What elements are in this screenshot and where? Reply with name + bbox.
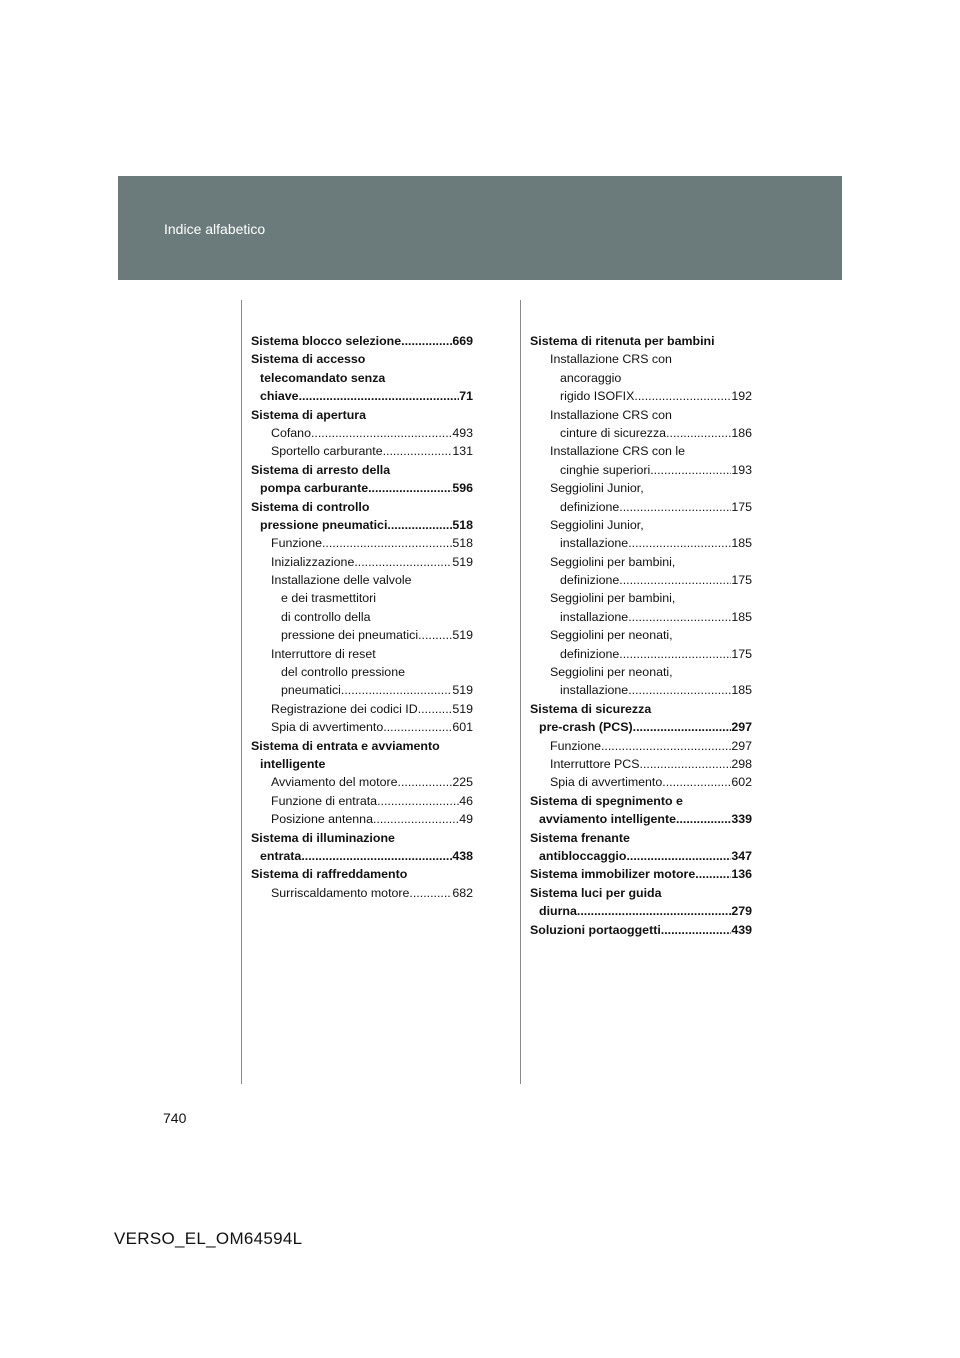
index-entry-text: Cofano [271, 425, 311, 440]
dot-leader [383, 442, 453, 460]
index-entry-text: Sistema di controllo [251, 499, 370, 514]
index-entry-text: di controllo della [281, 609, 371, 624]
index-entry-text: installazione [560, 683, 629, 698]
dot-leader [311, 424, 452, 442]
index-entry-page: 439 [731, 922, 752, 937]
dot-leader [301, 847, 452, 865]
index-entry-text: Seggiolini Junior, [550, 517, 644, 532]
index-entry-text: cinture di sicurezza [560, 425, 667, 440]
index-entry-page: 175 [731, 499, 752, 514]
index-entry-page: 185 [731, 683, 752, 698]
index-entry-text: definizione [560, 573, 620, 588]
dot-leader [634, 387, 731, 405]
index-entry-text: Sistema di raffreddamento [251, 867, 408, 882]
dot-leader [373, 810, 459, 828]
dot-leader [633, 718, 732, 736]
index-entry-text: Sistema di illuminazione [251, 830, 395, 845]
index-entry [251, 553, 473, 571]
index-entry-text: Posizione antenna [271, 812, 373, 827]
index-entry-page: 175 [731, 573, 752, 588]
index-entry-text: Spia di avvertimento [271, 720, 384, 735]
index-entry-page: 131 [452, 444, 473, 459]
index-entry-page: 192 [731, 389, 752, 404]
index-entry-text: pressione pneumatici [260, 517, 388, 532]
index-entry-text: del controllo pressione [281, 665, 405, 680]
index-column-right [530, 332, 752, 939]
index-entry-page: 519 [452, 683, 473, 698]
index-entry-text: Installazione CRS con [550, 352, 672, 367]
dot-leader [650, 461, 731, 479]
index-entry-heading [530, 332, 752, 350]
index-entry-heading [251, 755, 473, 773]
index-entry [251, 534, 473, 552]
index-entry-heading [251, 461, 473, 479]
index-entry-page: 298 [731, 756, 752, 771]
dot-leader [662, 773, 731, 791]
index-entry-text: Avviamento del motore [271, 775, 398, 790]
index-entry-text: Sistema di apertura [251, 407, 367, 422]
index-entry-heading [251, 645, 473, 663]
index-entry-page: 518 [452, 536, 473, 551]
index-entry-page: 136 [731, 867, 752, 882]
dot-leader [398, 773, 453, 791]
index-entry-text: Sistema luci per guida [530, 885, 662, 900]
index-entry-heading [530, 369, 752, 387]
index-entry-text: Seggiolini per neonati, [550, 628, 673, 643]
index-entry-text: Funzione [550, 738, 601, 753]
section-header [118, 176, 842, 280]
index-entry [251, 387, 473, 405]
index-entry [251, 424, 473, 442]
index-entry [251, 773, 473, 791]
index-entry [251, 810, 473, 828]
index-entry-text: cinghie superiori [560, 462, 651, 477]
index-entry-text: Sistema immobilizer motore [530, 867, 696, 882]
index-entry [530, 718, 752, 736]
index-entry-page: 49 [459, 812, 473, 827]
index-entry [530, 773, 752, 791]
index-entry [530, 645, 752, 663]
index-entry-page: 186 [731, 425, 752, 440]
index-entry-text: diurna [539, 904, 577, 919]
index-entry-page: 519 [452, 554, 473, 569]
index-entry-page: 596 [452, 481, 473, 496]
index-entry-page: 347 [731, 848, 752, 863]
index-entry [530, 865, 752, 883]
index-entry-page: 518 [452, 517, 473, 532]
index-entry-page: 519 [452, 701, 473, 716]
index-column-left [251, 332, 473, 902]
dot-leader [619, 645, 731, 663]
index-entry-text: Sportello carburante [271, 444, 383, 459]
index-entry-heading [530, 700, 752, 718]
index-entry-heading [251, 865, 473, 883]
dot-leader [368, 479, 452, 497]
index-entry [530, 902, 752, 920]
index-entry [530, 921, 752, 939]
index-entry-text: Seggiolini per bambini, [550, 591, 676, 606]
index-entry-text: Surriscaldamento motore [271, 885, 410, 900]
index-entry-page: 297 [731, 720, 752, 735]
index-entry-text: Spia di avvertimento [550, 775, 663, 790]
index-entry-text: Soluzioni portaoggetti [530, 922, 661, 937]
dot-leader [628, 534, 731, 552]
index-entry-page: 601 [452, 720, 473, 735]
dot-leader [661, 921, 732, 939]
index-entry-text: entrata [260, 848, 302, 863]
index-entry [530, 847, 752, 865]
index-entry-text: Sistema frenante [530, 830, 630, 845]
dot-leader [640, 755, 732, 773]
index-entry [530, 424, 752, 442]
index-entry-text: avviamento intelligente [539, 812, 677, 827]
index-entry-heading [251, 737, 473, 755]
index-entry [251, 718, 473, 736]
index-entry-heading [530, 516, 752, 534]
index-entry-text: Installazione CRS con le [550, 444, 685, 459]
index-entry [251, 332, 473, 350]
index-entry-page: 297 [731, 738, 752, 753]
index-entry-text: Seggiolini per neonati, [550, 665, 673, 680]
index-entry [251, 479, 473, 497]
dot-leader [341, 681, 452, 699]
index-entry-page: 682 [452, 885, 473, 900]
index-entry-page: 602 [731, 775, 752, 790]
dot-leader [577, 902, 731, 920]
dot-leader [322, 534, 452, 552]
index-entry-text: Inizializzazione [271, 554, 355, 569]
index-entry-text: Sistema di spegnimento e [530, 793, 683, 808]
dot-leader [418, 700, 453, 718]
index-entry [251, 626, 473, 644]
column-divider-right [520, 300, 521, 1084]
index-entry [251, 884, 473, 902]
index-entry-heading [251, 498, 473, 516]
index-entry [251, 442, 473, 460]
index-entry [530, 737, 752, 755]
dot-leader [383, 718, 452, 736]
dot-leader [354, 553, 452, 571]
index-entry [530, 498, 752, 516]
index-entry [251, 516, 473, 534]
dot-leader [387, 516, 452, 534]
index-entry-page: 71 [459, 389, 473, 404]
index-entry [530, 571, 752, 589]
index-entry-text: Installazione delle valvole [271, 573, 412, 588]
page-number: 740 [163, 1110, 187, 1126]
dot-leader [628, 608, 731, 626]
index-entry-heading [530, 829, 752, 847]
index-entry-heading [251, 369, 473, 387]
index-entry-text: e dei trasmettitori [281, 591, 377, 606]
column-divider-left [241, 300, 242, 1084]
index-entry-heading [251, 350, 473, 368]
index-entry-text: Funzione [271, 536, 322, 551]
index-entry-heading [530, 442, 752, 460]
index-entry-text: Sistema di entrata e avviamento [251, 738, 440, 753]
index-entry-text: Installazione CRS con [550, 407, 672, 422]
dot-leader [676, 810, 731, 828]
index-entry-text: Interruttore PCS [550, 756, 640, 771]
index-entry-heading [251, 571, 473, 589]
dot-leader [619, 571, 731, 589]
index-entry-heading [530, 553, 752, 571]
index-entry-page: 493 [452, 425, 473, 440]
index-entry [530, 387, 752, 405]
index-entry-page: 519 [452, 628, 473, 643]
dot-leader [401, 332, 452, 350]
dot-leader [601, 737, 731, 755]
index-entry-text: installazione [560, 536, 629, 551]
index-entry [530, 755, 752, 773]
index-entry-page: 185 [731, 536, 752, 551]
dot-leader [619, 498, 731, 516]
index-entry-text: Registrazione dei codici ID [271, 701, 418, 716]
dot-leader [666, 424, 731, 442]
index-entry-page: 279 [731, 904, 752, 919]
index-entry-text: definizione [560, 646, 620, 661]
index-entry-text: intelligente [260, 756, 326, 771]
index-entry-text: Sistema di accesso [251, 352, 366, 367]
dot-leader [418, 626, 452, 644]
index-entry-heading [251, 608, 473, 626]
index-entry-text: pressione dei pneumatici [281, 628, 419, 643]
index-entry [251, 847, 473, 865]
index-entry-heading [530, 792, 752, 810]
dot-leader [626, 847, 731, 865]
index-entry [530, 534, 752, 552]
index-entry-heading [530, 626, 752, 644]
index-entry [530, 810, 752, 828]
dot-leader [299, 387, 460, 405]
index-entry [251, 792, 473, 810]
index-entry-page: 46 [459, 793, 473, 808]
index-entry-text: Seggiolini Junior, [550, 481, 644, 496]
index-entry-heading [251, 589, 473, 607]
index-entry-page: 669 [452, 334, 473, 348]
index-entry-heading [251, 406, 473, 424]
index-entry-heading [530, 406, 752, 424]
index-entry-heading [530, 479, 752, 497]
dot-leader [628, 681, 731, 699]
index-entry-heading [530, 884, 752, 902]
index-entry [251, 700, 473, 718]
document-code: VERSO_EL_OM64594L [114, 1229, 303, 1248]
index-entry-text: ancoraggio [560, 370, 622, 385]
index-entry-heading [530, 663, 752, 681]
index-entry-text: chiave [260, 389, 299, 404]
index-entry-text: Sistema blocco selezione [251, 334, 402, 348]
index-entry [530, 681, 752, 699]
index-entry-text: Funzione di entrata [271, 793, 378, 808]
index-entry-heading [251, 829, 473, 847]
index-entry [530, 608, 752, 626]
index-entry-text: Sistema di ritenuta per bambini [530, 334, 715, 348]
index-entry-page: 438 [452, 848, 473, 863]
index-entry [251, 681, 473, 699]
index-entry-page: 185 [731, 609, 752, 624]
index-entry-page: 193 [731, 462, 752, 477]
index-entry-text: pompa carburante [260, 481, 369, 496]
index-entry-text: installazione [560, 609, 629, 624]
index-entry-text: pneumatici [281, 683, 341, 698]
index-entry-text: Seggiolini per bambini, [550, 554, 676, 569]
index-entry-page: 225 [452, 775, 473, 790]
index-entry-text: definizione [560, 499, 620, 514]
index-entry-text: Interruttore di reset [271, 646, 376, 661]
index-entry-heading [251, 663, 473, 681]
index-entry-text: Sistema di sicurezza [530, 701, 652, 716]
index-entry-heading [530, 589, 752, 607]
index-entry-text: telecomandato senza [260, 370, 386, 385]
index-entry [530, 461, 752, 479]
index-entry-heading [530, 350, 752, 368]
index-entry-text: antibloccaggio [539, 848, 627, 863]
index-entry-text: pre-crash (PCS) [539, 720, 633, 735]
index-entry-text: Sistema di arresto della [251, 462, 391, 477]
index-entry-page: 339 [731, 812, 752, 827]
index-entry-text: rigido ISOFIX [560, 389, 635, 404]
index-entry-page: 175 [731, 646, 752, 661]
dot-leader [409, 884, 452, 902]
section-title: Indice alfabetico [164, 221, 266, 237]
dot-leader [377, 792, 459, 810]
dot-leader [695, 865, 731, 883]
